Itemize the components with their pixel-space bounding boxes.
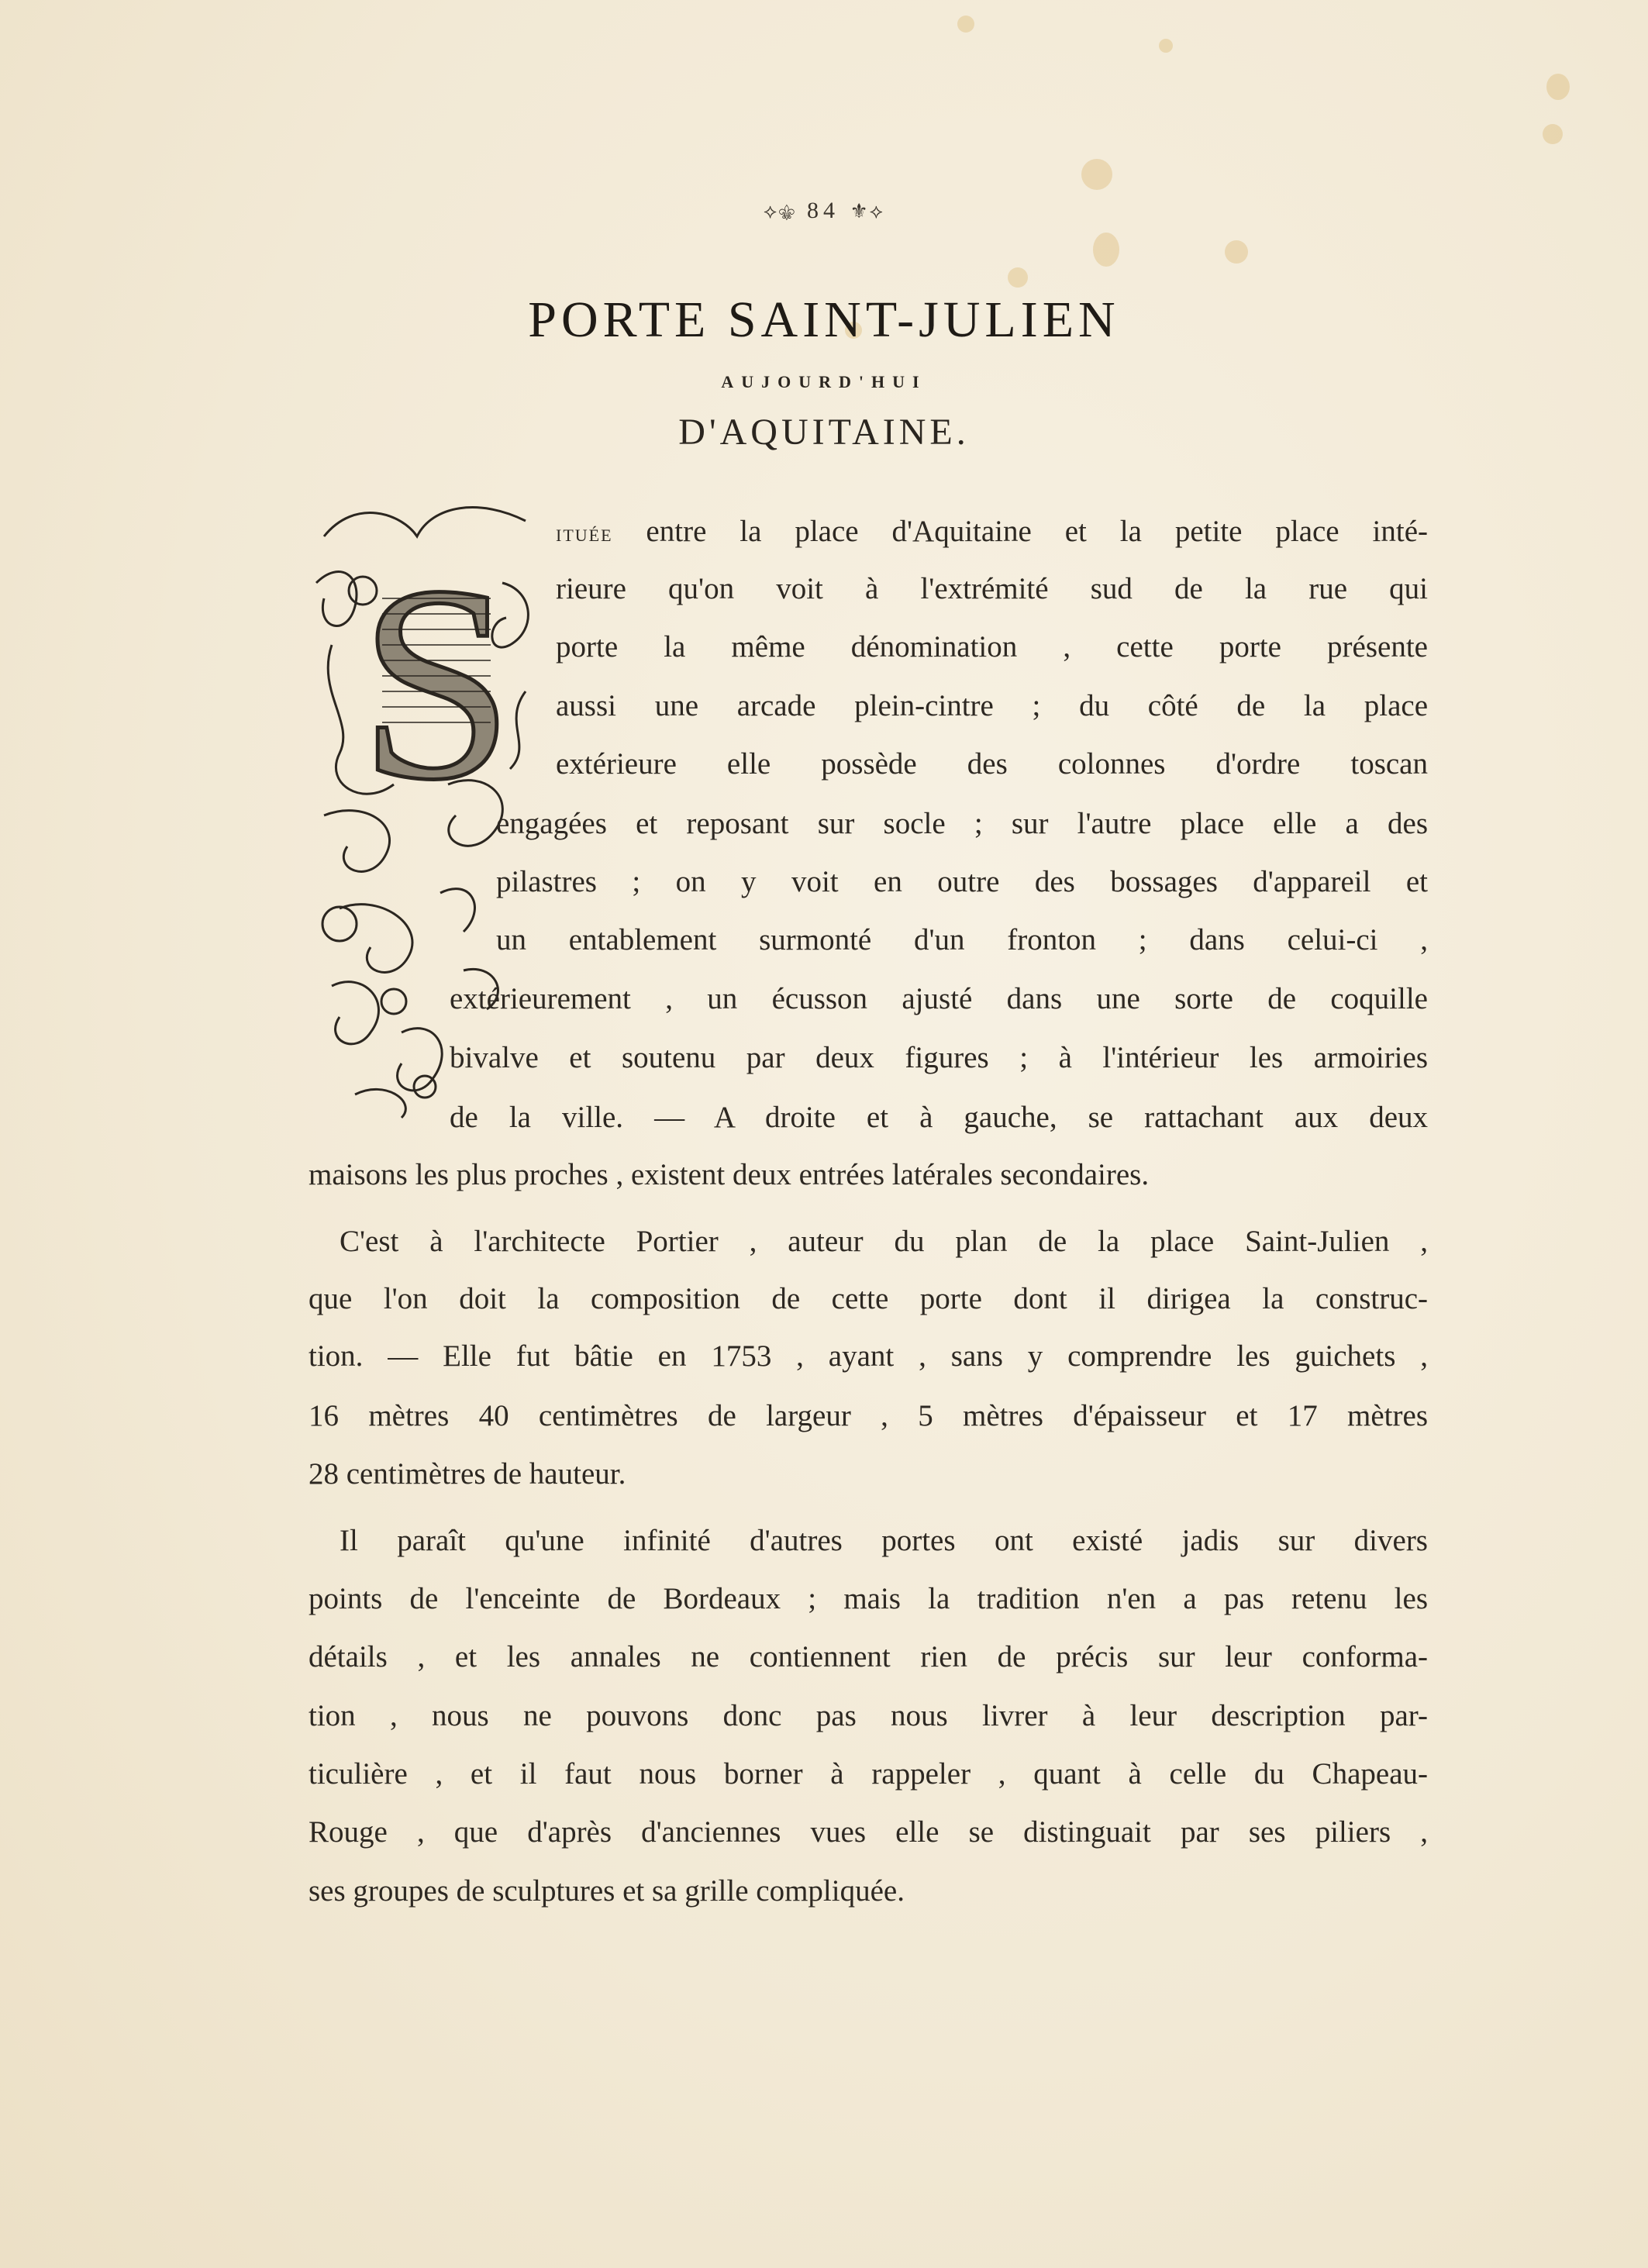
page-number-header [0, 198, 1648, 224]
foxing-spot [1093, 233, 1119, 267]
paragraph-2-line-3: tion. — Elle fut bâtie en 1753 , ayant , sans y comprendre les guichets , [309, 1339, 1428, 1373]
paragraph-1-line-2: rieure qu'on voit à l'extrémité sud de la rue qui [556, 572, 1428, 605]
foxing-spot [1159, 39, 1173, 53]
paragraph-2-line-4: 16 mètres 40 centimètres de largeur , 5 mètres d'épaisseur et 17 mètres [309, 1399, 1428, 1432]
paragraph-1-line-1-text: entre la place d'Aquitaine et la petite place inté- [612, 515, 1428, 548]
paragraph-2-line-5: 28 centimètres de hauteur. [309, 1457, 626, 1491]
paragraph-2-line-1: C'est à l'architecte Portier , auteur du plan de la place Saint-Julien , [340, 1225, 1428, 1258]
page-subtitle: AUJOURD'HUI [721, 372, 927, 391]
right-ornament: ⚜⟡ [850, 200, 884, 222]
page-title: PORTE SAINT-JULIEN [528, 291, 1120, 348]
paragraph-1-line-4: aussi une arcade plein-cintre ; du côté de la place [556, 689, 1428, 722]
paragraph-1-line-3: porte la même dénomination , cette porte présente [556, 630, 1428, 664]
paragraph-1-line-5: extérieure elle possède des colonnes d'ordre toscan [556, 747, 1428, 781]
foxing-spot [1081, 159, 1112, 190]
foxing-spot [1225, 240, 1248, 264]
paragraph-1-line-12: maisons les plus proches , existent deux entrées latérales secondaires. [309, 1158, 1150, 1191]
foxing-spot [1008, 267, 1028, 288]
paragraph-3-line-7: ses groupes de sculptures et sa grille compliquée. [309, 1874, 905, 1908]
left-ornament: ⟡⚜ [764, 200, 797, 222]
paragraph-1-line-1 [556, 508, 1428, 555]
paragraph-1-line-7: pilastres ; on y voit en outre des bossages d'appareil et [496, 865, 1428, 898]
paragraph-3-line-3: détails , et les annales ne contiennent rien de précis sur leur conforma- [309, 1640, 1428, 1673]
foxing-spot [1543, 124, 1563, 144]
paragraph-3-line-4: tion , nous ne pouvons donc pas nous livrer à leur description par- [309, 1699, 1428, 1732]
paragraph-1-line-11: de la ville. — A droite et à gauche, se rattachant aux deux [450, 1101, 1428, 1134]
paragraph-3-line-1: Il paraît qu'une infinité d'autres portes ont existé jadis sur divers [340, 1524, 1428, 1557]
paragraph-1-line-9: extérieurement , un écusson ajusté dans une sorte de coquille [450, 982, 1428, 1015]
foxing-spot [1546, 74, 1570, 100]
page-title-line2: D'AQUITAINE. [678, 412, 970, 453]
paragraph-3-line-6: Rouge , que d'après d'anciennes vues elle se distinguait par ses piliers , [309, 1815, 1428, 1849]
paragraph-2-line-2: que l'on doit la composition de cette porte dont il dirigea la construc- [309, 1282, 1428, 1315]
paragraph-1-line-10: bivalve et soutenu par deux figures ; à l'intérieur les armoiries [450, 1041, 1428, 1074]
drop-cap-letter: S [358, 528, 515, 837]
foxing-spot [957, 16, 974, 33]
paragraph-1-line-6: engagées et reposant sur socle ; sur l'autre place elle a des [496, 807, 1428, 840]
page-number: 84 [806, 198, 840, 223]
paragraph-3-line-2: points de l'enceinte de Bordeaux ; mais la tradition n'en a pas retenu les [309, 1582, 1428, 1615]
opening-small-caps: ituée [556, 519, 613, 546]
paragraph-1-line-8: un entablement surmonté d'un fronton ; dans celui-ci , [496, 923, 1428, 956]
paragraph-3-line-5: ticulière , et il faut nous borner à rappeler , quant à celle du Chapeau- [309, 1757, 1428, 1791]
